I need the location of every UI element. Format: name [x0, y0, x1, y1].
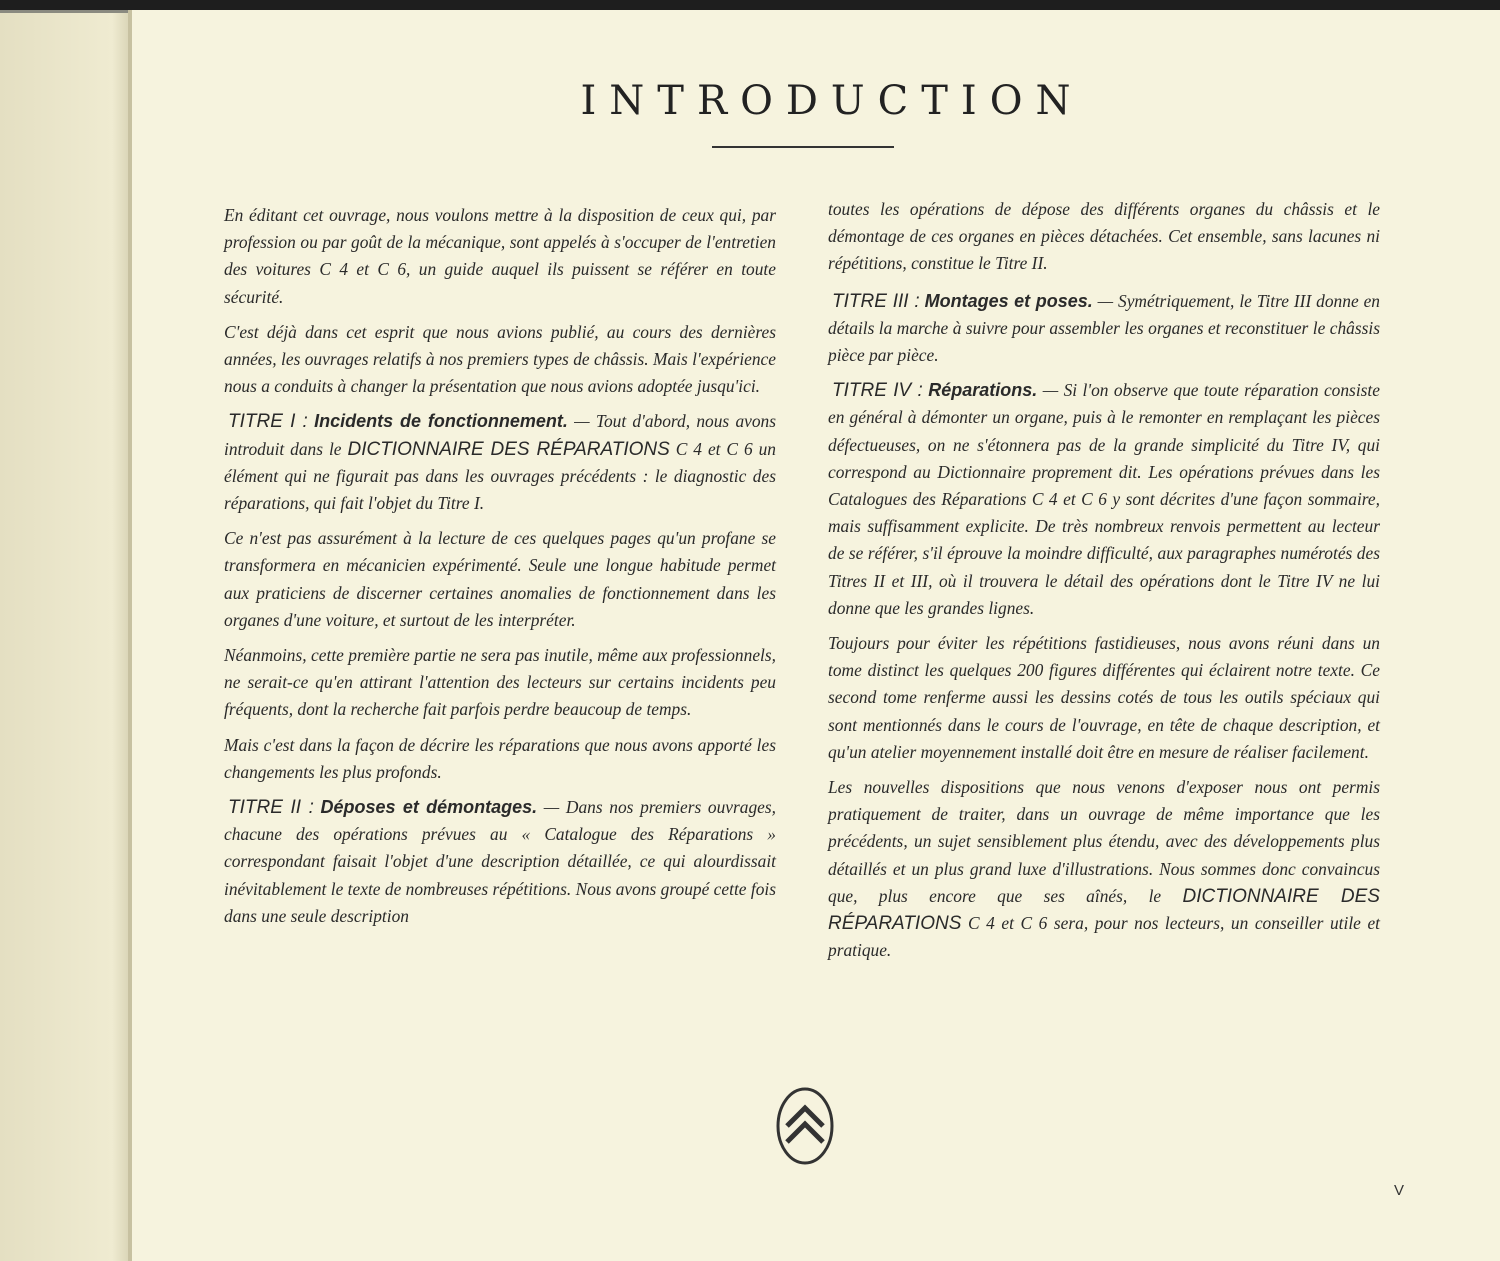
titre-heading: Incidents de fonctionnement.	[314, 411, 568, 432]
titre-label: TITRE I :	[228, 411, 308, 433]
scan-top-shadow	[0, 10, 132, 13]
titre-heading: Montages et poses.	[924, 290, 1093, 311]
paragraph-text: — Si l'on observe que toute réparation consiste en général à démonter un organe, puis à le remonter en remplaçant les pièces défectueuses, on ne s'étonnera pas de la grande simplicité du Titre IV, qui correspond au Dictionnaire proprement dit. Les opérations prévues dans les Catalogues des Réparations C 4 et C 6 y sont décrites d'une façon sommaire, mais suffisamment explicite. De très nombreux renvois permettent au lecteur de se référer, s'il éprouve la moindre difficulté, aux paragraphes numérotés des Titres II et III, où il trouvera le détail des opérations dont le Titre IV ne lui donne que les grandes lignes.	[828, 380, 1380, 618]
paragraph: Mais c'est dans la façon de décrire les réparations que nous avons apporté les changements les plus profonds.	[224, 734, 776, 782]
paragraph: Ce n'est pas assurément à la lecture de ces quelques pages qu'un profane se transformera en mécanicien expérimenté. Seule une longue habitude permet aux praticiens de discerner certaines anomalies de fonctionnement dans les organes d'une voiture, et surtout de les interpréter.	[224, 528, 776, 630]
title-rule	[712, 146, 894, 148]
paragraph-text: C 4 et C 6 sera, pour nos lecteurs, un conseiller utile et pratique.	[828, 913, 1380, 961]
page-title: INTRODUCTION	[580, 78, 1084, 124]
paragraph: Toujours pour éviter les répétitions fastidieuses, nous avons réuni dans un tome distinct les quelques 200 figures différentes qui éclairent notre texte. Ce second tome renferme aussi les dessins cotés de tous les outils spéciaux qui sont mentionnés dans le cours de l'ouvrage, en tête de chaque description, et qu'un atelier moyennement installé doit être en mesure de réaliser facilement.	[828, 633, 1380, 762]
paragraph-titre-4	[828, 377, 1380, 622]
paragraph-text: — Dans nos premiers ouvrages, chacune des opérations prévues au « Catalogue des Réparations » correspondant faisait l'objet d'une description détaillée, ce qui alourdissait inévitablement le texte de nombreuses répétitions. Nous avons groupé cette fois dans une seule description	[224, 797, 776, 926]
paragraph-text: Les nouvelles dispositions que nous venons d'exposer nous ont permis pratiquement de traiter, dans un ouvrage de même importance que les précédents, un sujet sensiblement plus étendu, avec des développements plus détaillés et un plus grand luxe d'illustrations. Nous sommes donc convaincus que, plus encore que ses aînés, le	[828, 777, 1380, 906]
previous-page-edge	[0, 10, 132, 1261]
paragraph: toutes les opérations de dépose des différents organes du châssis et le démontage de ces organes en pièces détachées. Cet ensemble, sans lacunes ni répétitions, constitue le Titre II.	[828, 199, 1380, 274]
paragraph-text: — Symétriquement, le Titre III donne en détails la marche à suivre pour assembler les organes et reconstituer le châssis pièce par pièce.	[828, 290, 1380, 366]
scan-top-edge	[0, 0, 1500, 10]
paragraph-text: — Tout d'abord, nous avons introduit dans le	[224, 411, 777, 459]
book-title: DICTIONNAIRE DES RÉPARATIONS	[347, 438, 670, 460]
paragraph-titre-2	[224, 794, 776, 930]
paragraph: Néanmoins, cette première partie ne sera pas inutile, même aux professionnels, ne serait-ce qu'en attirant l'attention des lecteurs sur certains incidents peu fréquents, dont la recherche fait parfois perdre beaucoup de temps.	[224, 645, 776, 720]
paragraph-titre-1	[224, 408, 776, 517]
double-chevron-emblem-icon	[775, 1086, 835, 1166]
paragraph-titre-3	[828, 288, 1380, 370]
titre-label: TITRE IV :	[832, 380, 923, 402]
paragraph: En éditant cet ouvrage, nous voulons mettre à la disposition de ceux qui, par profession ou par goût de la mécanique, sont appelés à s'occuper de l'entretien des voitures C 4 et C 6, un guide auquel ils puissent se référer en toute sécurité.	[224, 205, 776, 307]
titre-label: TITRE III :	[832, 290, 920, 312]
book-title: DICTIONNAIRE DES RÉPARATIONS	[828, 885, 1380, 935]
page-number: V	[1394, 1182, 1405, 1199]
titre-heading: Déposes et démontages.	[320, 797, 538, 818]
paragraph: C'est déjà dans cet esprit que nous avions publié, au cours des dernières années, les ouvrages relatifs à nos premiers types de châssis. Mais l'expérience nous a conduits à changer la présentation que nous avions adoptée jusqu'ici.	[224, 321, 776, 397]
page	[132, 10, 1500, 1261]
titre-label: TITRE II :	[228, 797, 314, 819]
paragraph-conclusion	[828, 774, 1380, 964]
paragraph-text: C 4 et C 6 un élément qui ne figurait pas dans les ouvrages précédents : le diagnostic des réparations, qui fait l'objet du Titre I.	[224, 438, 776, 514]
left-column	[224, 202, 776, 938]
right-column	[828, 196, 1380, 972]
titre-heading: Réparations.	[928, 380, 1038, 401]
